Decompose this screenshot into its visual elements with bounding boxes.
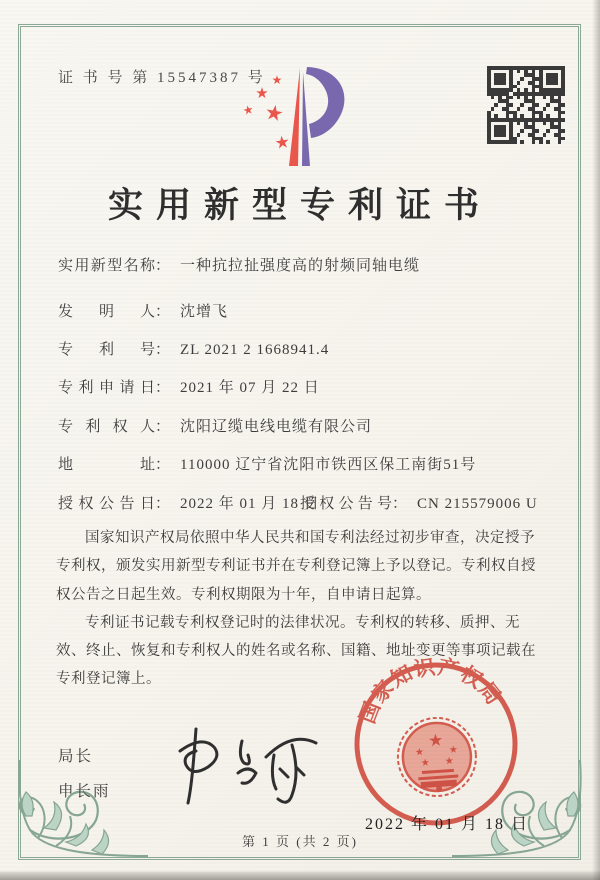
field-value: 110000 辽宁省沈阳市铁西区保工南街51号 bbox=[180, 457, 477, 473]
legal-paragraph-2: 专利证书记载专利权登记时的法律状况。专利权的转移、质押、无效、终止、恢复和专利权人的姓名或名称、国籍、地址变更等事项记载在专利登记簿上。 bbox=[56, 614, 536, 688]
field-value: CN 215579006 U bbox=[417, 496, 538, 512]
svg-text:★: ★ bbox=[273, 132, 292, 155]
field-label: 授权公告日 bbox=[58, 496, 155, 512]
field-label: 专利号 bbox=[58, 342, 155, 358]
svg-text:国家知识产权局 bbox=[351, 652, 508, 728]
cnipa-logo-icon bbox=[233, 62, 367, 174]
svg-text:★: ★ bbox=[262, 99, 286, 127]
signer-block bbox=[58, 744, 111, 814]
seal-agency-text: 国家知识产权局 bbox=[355, 654, 507, 727]
grant-date-under-seal: 2022 年 01 月 18 日 bbox=[365, 816, 530, 833]
colon: ： bbox=[155, 258, 171, 274]
legal-paragraph-1: 国家知识产权局依照中华人民共和国专利法经过初步审查，决定授予专利权，颁发实用新型专利证书并在专利登记簿上予以登记。专利权自授权公告之日起生效。专利权期限为十年，自申请日起算。 bbox=[56, 530, 536, 603]
colon: ： bbox=[155, 457, 171, 473]
shen-changyu-signature-icon bbox=[150, 715, 330, 815]
colon: ： bbox=[155, 304, 171, 320]
colon: ： bbox=[392, 496, 408, 512]
scan-shadow-right bbox=[592, 0, 600, 880]
field-label: 授权公告号 bbox=[300, 496, 392, 512]
signer-title: 局长 bbox=[58, 748, 94, 765]
page-footer: 第 1 页 (共 2 页) bbox=[242, 834, 358, 849]
certificate-title: 实用新型专利证书 bbox=[107, 186, 492, 225]
field-label: 专利权人 bbox=[58, 419, 155, 435]
svg-text:★: ★ bbox=[241, 102, 255, 119]
national-emblem-icon bbox=[395, 715, 478, 798]
field-row-patent-no bbox=[58, 338, 544, 359]
field-row-filing-date bbox=[58, 376, 544, 397]
field-row-address bbox=[58, 453, 544, 474]
field-row-patentee bbox=[58, 415, 544, 436]
field-value: 沈增飞 bbox=[180, 304, 229, 320]
field-value: 2022 年 01 月 18 日 bbox=[180, 496, 320, 512]
svg-text:★: ★ bbox=[427, 730, 445, 752]
svg-text:★: ★ bbox=[255, 84, 269, 102]
field-value: 2021 年 07 月 22 日 bbox=[180, 380, 320, 396]
field-label: 实用新型名称 bbox=[58, 258, 155, 274]
svg-text:★: ★ bbox=[414, 746, 425, 759]
field-label: 地址 bbox=[58, 457, 155, 473]
field-label: 发明人 bbox=[58, 304, 155, 320]
svg-text:★: ★ bbox=[271, 73, 283, 87]
field-pair-grant-number bbox=[300, 492, 538, 513]
field-value: 一种抗拉扯强度高的射频同轴电缆 bbox=[180, 258, 421, 274]
field-row-grant bbox=[58, 492, 544, 513]
field-label: 专利申请日 bbox=[58, 380, 155, 396]
field-value: ZL 2021 2 1668941.4 bbox=[180, 342, 330, 358]
qr-code bbox=[487, 66, 565, 144]
signer-name: 申长雨 bbox=[58, 783, 111, 800]
field-value: 沈阳辽缆电线电缆有限公司 bbox=[180, 419, 373, 435]
svg-text:★: ★ bbox=[420, 757, 431, 770]
field-row-inventor bbox=[58, 300, 544, 321]
certificate-number: 证 书 号 第 15547387 号 bbox=[58, 70, 266, 86]
colon: ： bbox=[155, 496, 171, 512]
colon: ： bbox=[155, 419, 171, 435]
colon: ： bbox=[155, 342, 171, 358]
svg-text:★: ★ bbox=[448, 744, 459, 757]
colon: ： bbox=[155, 380, 171, 396]
scan-shadow-bottom bbox=[0, 870, 600, 880]
field-row-name bbox=[58, 254, 544, 275]
svg-text:★: ★ bbox=[444, 755, 455, 768]
cnipa-red-seal bbox=[344, 652, 528, 836]
